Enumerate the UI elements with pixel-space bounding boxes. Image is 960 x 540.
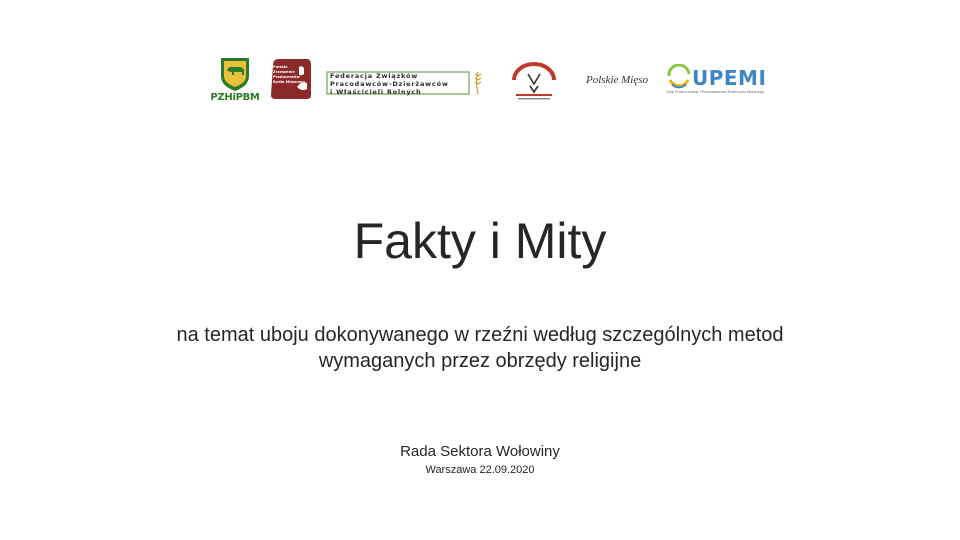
slide-title: Fakty i Mity — [353, 213, 607, 269]
upemi-logo — [666, 64, 774, 98]
pzhipbm-logo — [208, 56, 262, 106]
federacja-logo — [326, 70, 490, 98]
slide-subtitle-line: na temat uboju dokonywanego w rzeźni według szczególnych metod — [176, 324, 784, 346]
pzpbm-logo-text: Polskie Zrzeszenie Producentów Bydła Mięsnego — [273, 65, 306, 84]
stowarzyszenie-emblem-icon — [506, 60, 562, 104]
stowarzyszenie-logo — [506, 60, 562, 104]
slide-subtitle — [100, 322, 860, 374]
federacja-logo-text: Federacja Związków Pracodawców-Dzierżawców i Właścicieli Rolnych — [330, 72, 449, 96]
pzhipbm-shield-icon — [208, 56, 262, 92]
pzhipbm-logo-text: PZHiPBM — [210, 92, 260, 103]
polskie-mieso-logo-text: Polskie Mięso — [586, 74, 649, 86]
pzpbm-logo — [269, 57, 313, 101]
upemi-logo-text: UPEMI — [692, 66, 767, 90]
partner-logos — [0, 52, 960, 108]
polskie-mieso-logo — [586, 70, 652, 94]
slide-subtitle-line: wymaganych przez obrzędy religijne — [318, 350, 642, 372]
presentation-date: Warszawa 22.09.2020 — [425, 464, 535, 476]
organization-name: Rada Sektora Wołowiny — [400, 443, 560, 460]
upemi-circle-icon — [666, 64, 692, 90]
upemi-logo-subtitle: Unia Producentów i Pracodawców Przemysłu Mięsnego — [666, 90, 765, 94]
